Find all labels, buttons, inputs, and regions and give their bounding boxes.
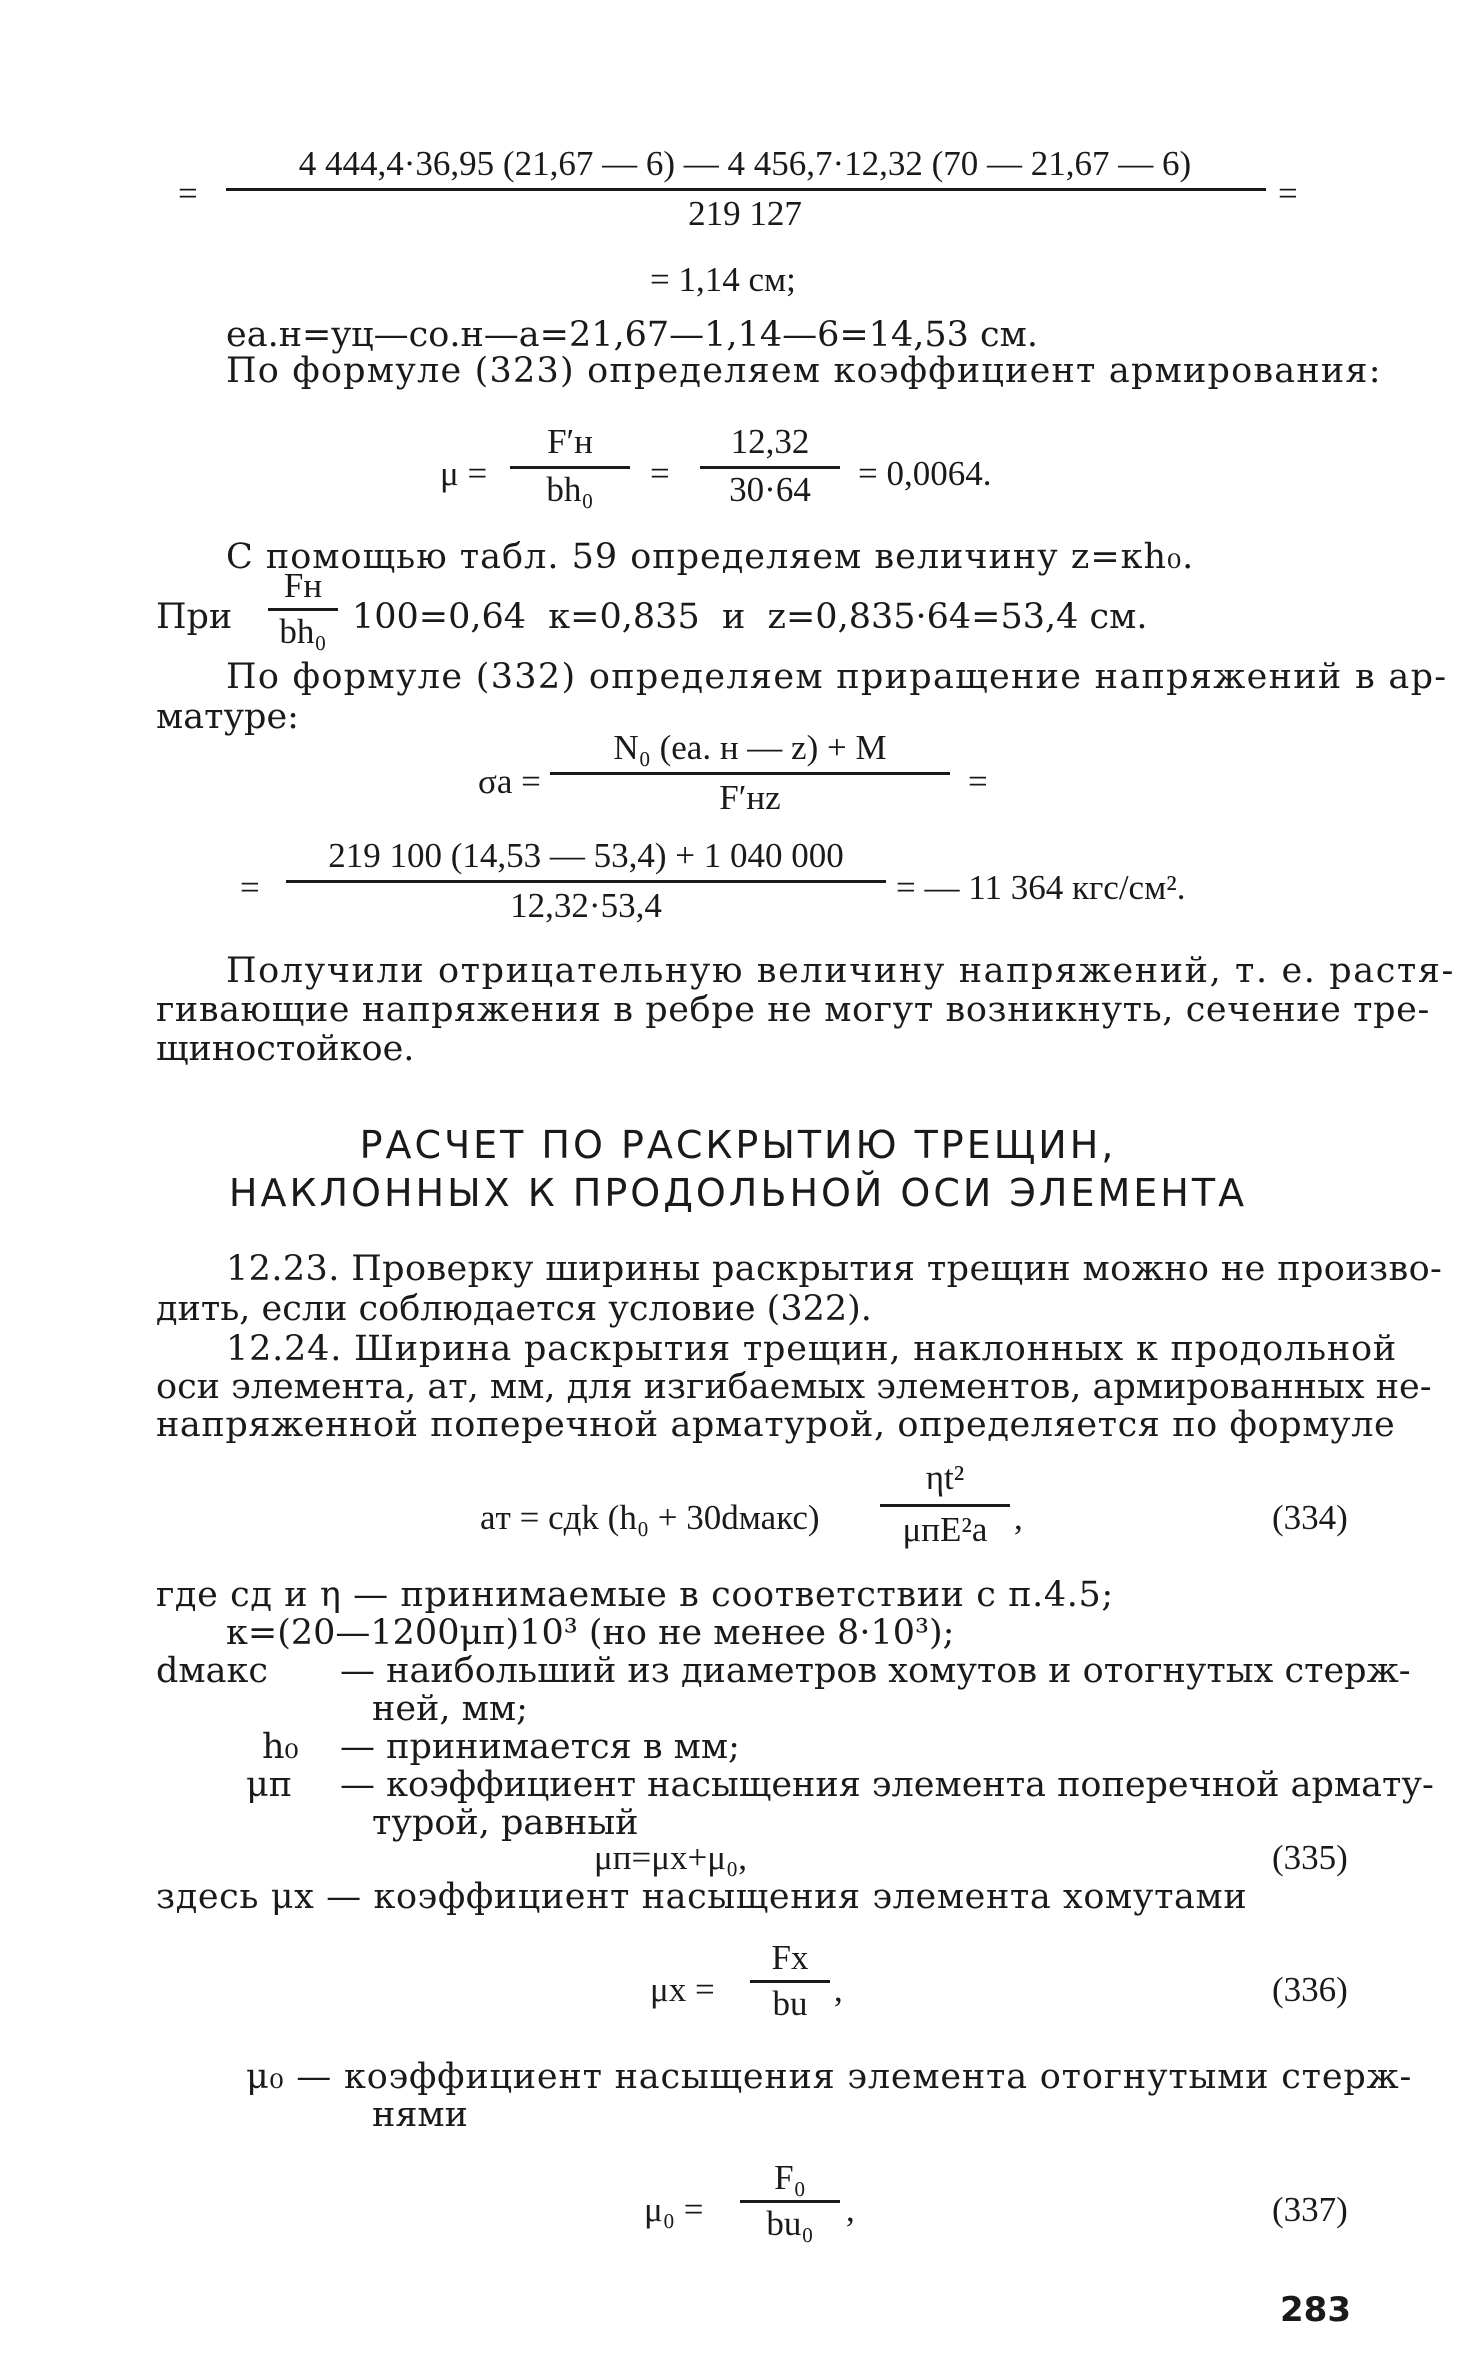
pri-rest: 100=0,64 κ=0,835 и z=0,835·64=53,4 см. (352, 597, 1148, 637)
para-negative-line2: гивающие напряжения в ребре не могут возникнуть, сечение тре- (156, 990, 1430, 1030)
pri-num: Fн (283, 566, 323, 605)
eq335-expr: μп=μх+μ₀, (594, 1838, 747, 1877)
mu-num2: 12,32 (730, 422, 810, 461)
para-negative-line1: Получили отрицательную величину напряжений, т. е. растя- (226, 951, 1455, 991)
eq336-trail: , (834, 1970, 843, 2009)
calc1-result: = 1,14 см; (650, 260, 796, 299)
calc1-denominator: 219 127 (688, 194, 802, 233)
pri-label: При (156, 597, 233, 637)
mu-den1: bh₀ (546, 470, 594, 509)
where-h0-desc: — принимается в мм; (340, 1727, 740, 1767)
where-h0-term: h₀ (262, 1727, 299, 1767)
where-line1: где cд и η — принимаемые в соответствии с п.4.5; (156, 1575, 1114, 1615)
sigma-calc-den: 12,32·53,4 (510, 886, 662, 925)
mu-num1: F′н (547, 422, 593, 461)
calc1-lead-equals: = (178, 174, 198, 213)
eq337-number: (337) (1272, 2190, 1348, 2229)
where-dmax-desc2: ней, мм; (372, 1689, 528, 1729)
para-negative-line3: щиностойкое. (156, 1029, 415, 1069)
section-heading-line1: РАСЧЕТ ПО РАСКРЫТИЮ ТРЕЩИН, (359, 1123, 1117, 1167)
eq336-lhs: μх = (650, 1970, 715, 2009)
eq334-num: ηt² (925, 1458, 965, 1497)
para-1224-line2: оси элемента, aт, мм, для изгибаемых элементов, армированных не- (156, 1367, 1432, 1407)
eq336-den: bu (772, 1984, 808, 2023)
calc1-fraction-bar (226, 188, 1266, 191)
mu-eq: = (650, 454, 670, 493)
mu0-line2: нями (372, 2095, 468, 2135)
eq336-number: (336) (1272, 1970, 1348, 2009)
mu-result: = 0,0064. (858, 454, 992, 493)
pri-bar (268, 608, 338, 611)
sigma-den: F′нz (719, 778, 781, 817)
mu-den2: 30·64 (729, 470, 811, 509)
where-dmax-desc1: — наибольший из диаметров хомутов и отогнутых стерж- (340, 1651, 1411, 1691)
ean-line: eа.н=yц—cо.н—a=21,67—1,14—6=14,53 см. (226, 315, 1038, 355)
eq337-lhs: μ₀ = (644, 2190, 704, 2229)
para-1224-line3: напряженной поперечной арматурой, определяется по формуле (156, 1405, 1396, 1445)
eq337-num: F₀ (774, 2158, 806, 2197)
eq334-bar (880, 1504, 1010, 1507)
eq336-bar (750, 1980, 830, 1983)
eq334-lhs: aт = cдk (h₀ + 30dмакс) (480, 1498, 820, 1537)
mu-bar2 (700, 466, 840, 469)
para-323: По формуле (323) определяем коэффициент армирования: (226, 351, 1382, 391)
para-332-line2: матуре: (156, 697, 299, 737)
where-line2: κ=(20—1200μп)10³ (но не менее 8·10³); (226, 1613, 955, 1653)
eq334-trail: , (1014, 1498, 1023, 1537)
para-1224-line1: 12.24. Ширина раскрытия трещин, наклонных к продольной (226, 1329, 1397, 1369)
where-mun-desc1: — коэффициент насыщения элемента поперечной армату- (340, 1765, 1434, 1805)
zdes-line: здесь μх — коэффициент насыщения элемента хомутами (156, 1877, 1248, 1917)
eq336-num: Fх (771, 1938, 809, 1977)
mu-lhs: μ = (440, 454, 488, 493)
eq334-number: (334) (1272, 1498, 1348, 1537)
eq337-trail: , (846, 2190, 855, 2229)
sigma-calc-lead: = (240, 868, 260, 907)
mu-bar1 (510, 466, 630, 469)
eq337-den: bu₀ (766, 2204, 814, 2243)
para-332-line1: По формуле (332) определяем приращение напряжений в ар- (226, 657, 1448, 697)
where-dmax-term: dмакс (156, 1651, 268, 1691)
sigma-bar (550, 772, 950, 775)
sigma-calc-num: 219 100 (14,53 — 53,4) + 1 040 000 (328, 836, 844, 875)
where-mun-desc2: турой, равный (372, 1803, 639, 1843)
pri-den: bh₀ (279, 612, 327, 651)
where-mun-term: μп (246, 1765, 293, 1805)
calc1-numerator: 4 444,4·36,95 (21,67 — 6) — 4 456,7·12,32 (70 — 21,67 — 6) (298, 144, 1192, 183)
para-1223-line1: 12.23. Проверку ширины раскрытия трещин можно не произво- (226, 1249, 1443, 1289)
eq337-bar (740, 2200, 840, 2203)
eq334-den: μпE²а (902, 1510, 988, 1549)
calc1-trail-equals: = (1278, 174, 1298, 213)
page-number: 283 (1280, 2290, 1351, 2330)
para-1223-line2: дить, если соблюдается условие (322). (156, 1289, 872, 1329)
sigma-calc-result: = — 11 364 кгс/см². (896, 868, 1186, 907)
mu0-line1: μ₀ — коэффициент насыщения элемента отогнутыми стерж- (246, 2057, 1413, 2097)
sigma-lhs: σа = (478, 762, 541, 801)
sigma-trail: = (968, 762, 988, 801)
sigma-num: N₀ (eа. н — z) + M (613, 728, 887, 767)
section-heading-line2: НАКЛОННЫХ К ПРОДОЛЬНОЙ ОСИ ЭЛЕМЕНТА (228, 1171, 1248, 1215)
para-table59: С помощью табл. 59 определяем величину z=κh₀. (226, 537, 1195, 577)
sigma-calc-bar (286, 880, 886, 883)
eq335-number: (335) (1272, 1838, 1348, 1877)
